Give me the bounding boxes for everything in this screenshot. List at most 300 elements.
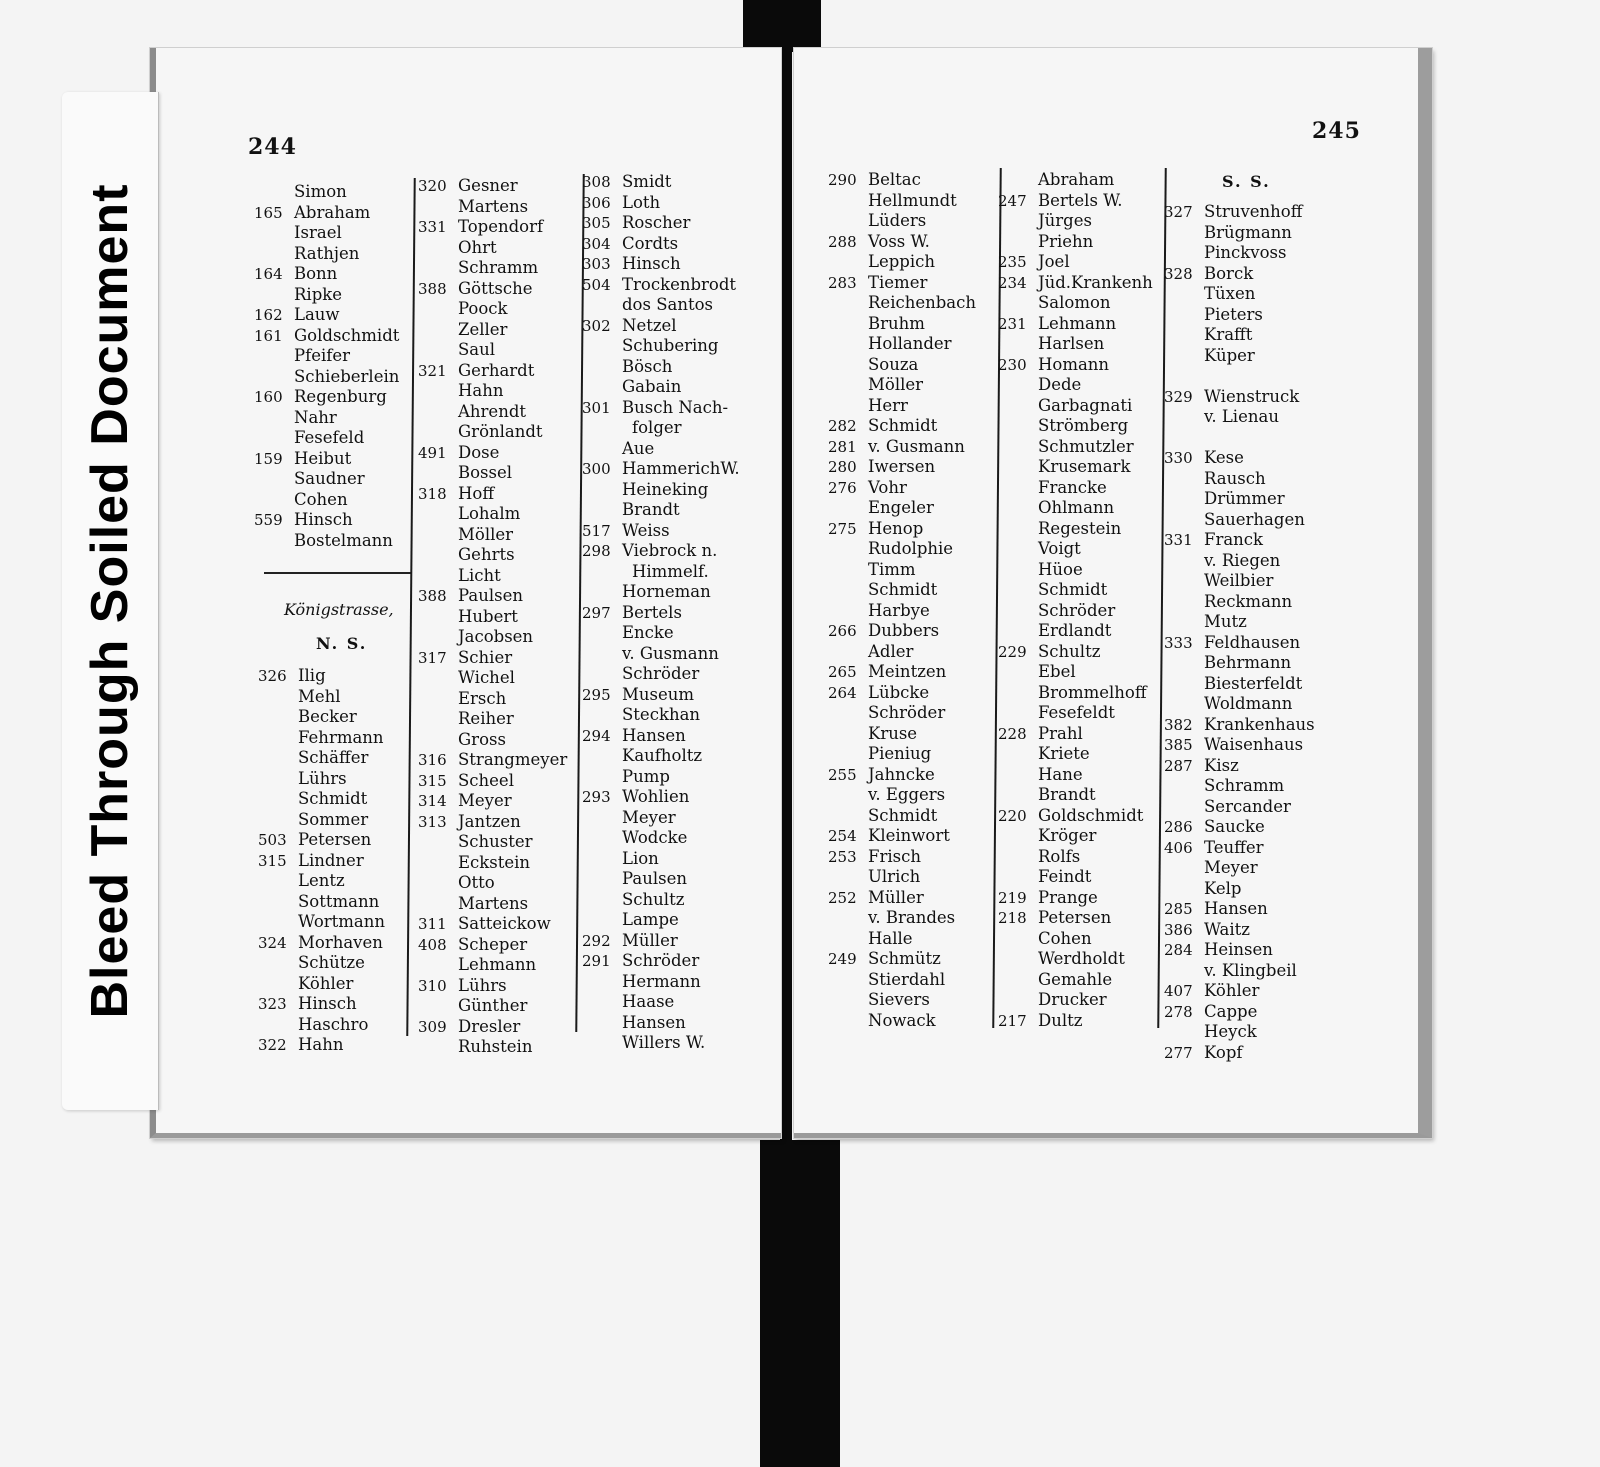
directory-entry	[418, 340, 578, 361]
house-number: 293	[582, 788, 611, 806]
resident-name: Schultz	[622, 889, 685, 909]
resident-name: Bösch	[622, 356, 673, 376]
directory-entry	[582, 644, 772, 665]
directory-entry	[828, 970, 998, 991]
directory-entry	[828, 191, 998, 212]
resident-name: Wichel	[458, 668, 515, 687]
resident-name: Satteickow	[458, 914, 551, 933]
resident-name: Stierdahl	[868, 969, 946, 989]
house-number: 218	[998, 909, 1027, 927]
house-number: 559	[254, 511, 283, 529]
resident-name: Lentz	[298, 871, 345, 890]
house-number: 491	[418, 443, 447, 462]
resident-name: Lehmann	[458, 955, 537, 974]
resident-name: Mehl	[298, 686, 341, 706]
directory-entry	[582, 541, 772, 562]
directory-entry	[418, 1037, 578, 1058]
resident-name: Henop	[868, 518, 924, 538]
resident-name: Goldschmidt	[1038, 805, 1144, 825]
resident-name: Reichenbach	[868, 293, 976, 312]
directory-entry	[998, 621, 1164, 642]
directory-entry	[828, 560, 998, 581]
column-4	[582, 172, 772, 1054]
house-number: 264	[828, 683, 857, 702]
resident-name: Haase	[622, 992, 675, 1011]
resident-name: Hinsch	[294, 510, 353, 529]
directory-entry	[998, 314, 1164, 335]
directory-entry	[1164, 366, 1334, 387]
directory-entry	[258, 1035, 408, 1056]
directory-entry	[1164, 448, 1334, 469]
resident-name: Netzel	[622, 315, 677, 335]
directory-entry	[828, 416, 998, 437]
resident-name: Schmidt	[868, 805, 938, 825]
resident-name: Herr	[868, 395, 908, 415]
directory-entry	[582, 685, 772, 706]
resident-name: Tüxen	[1204, 284, 1256, 303]
resident-name: Wodcke	[622, 828, 688, 847]
tab-label: Bleed Through Soiled Document	[81, 183, 139, 1019]
house-number: 382	[1164, 715, 1193, 734]
resident-name: Regenburg	[294, 387, 387, 406]
resident-name: Lüders	[868, 211, 927, 230]
resident-name: Heinsen	[1204, 940, 1273, 959]
directory-entry	[582, 931, 772, 952]
resident-name: Dultz	[1038, 1010, 1083, 1030]
directory-entry	[418, 238, 578, 259]
resident-name: Erdlandt	[1038, 621, 1112, 640]
directory-entry	[258, 769, 408, 790]
house-number: 294	[582, 726, 611, 745]
directory-entry	[582, 336, 772, 357]
column-3	[418, 176, 578, 1058]
directory-entry	[258, 851, 408, 872]
house-number: 255	[828, 765, 857, 784]
directory-entry	[998, 601, 1164, 622]
directory-entry	[828, 601, 998, 622]
house-number: 266	[828, 622, 857, 640]
directory-entry	[1164, 838, 1334, 859]
directory-entry	[828, 457, 998, 478]
directory-entry	[254, 305, 404, 326]
directory-entry	[828, 314, 998, 335]
resident-name: Günther	[458, 996, 528, 1015]
directory-entry	[258, 830, 408, 851]
resident-name: v. Gusmann	[868, 436, 965, 456]
directory-entry	[418, 791, 578, 812]
resident-name: Schultz	[1038, 641, 1101, 661]
directory-entry	[258, 748, 408, 769]
resident-name: Roscher	[622, 213, 691, 232]
directory-entry	[998, 888, 1164, 909]
directory-entry	[998, 437, 1164, 458]
resident-name: Ahrendt	[458, 401, 527, 421]
resident-name: Bonn	[294, 264, 338, 283]
resident-name: Strömberg	[1038, 416, 1129, 435]
label-tab	[62, 92, 159, 1110]
resident-name: Hansen	[1204, 899, 1268, 918]
directory-entry	[582, 213, 772, 234]
resident-name: Struvenhoff	[1204, 202, 1303, 221]
directory-entry	[582, 377, 772, 398]
resident-name: Cordts	[622, 233, 679, 253]
directory-entry	[582, 439, 772, 460]
house-number: 305	[582, 214, 611, 232]
resident-name: Lampe	[622, 910, 679, 929]
resident-name: Kisz	[1204, 755, 1239, 775]
resident-name: Werdholdt	[1038, 949, 1125, 968]
directory-entry	[998, 683, 1164, 704]
house-number: 314	[418, 792, 447, 810]
resident-name: Vohr	[868, 477, 907, 497]
directory-entry	[828, 847, 998, 868]
street-side-label: S. S.	[1222, 172, 1271, 191]
directory-entry	[418, 627, 578, 648]
directory-entry	[582, 418, 772, 439]
house-number: 309	[418, 1017, 447, 1036]
directory-entry	[582, 623, 772, 644]
page-number: 244	[248, 134, 297, 160]
resident-name: Zeller	[458, 319, 508, 339]
directory-entry	[828, 744, 998, 765]
house-number: 517	[582, 521, 611, 540]
house-number: 329	[1164, 387, 1193, 406]
house-number: 253	[828, 847, 857, 866]
resident-name: Beltac	[868, 170, 921, 189]
resident-name: Poock	[458, 299, 508, 318]
resident-name: Martens	[458, 196, 529, 216]
house-number: 161	[254, 326, 283, 345]
directory-entry	[258, 974, 408, 995]
directory-entry	[582, 951, 772, 972]
house-number: 297	[582, 603, 611, 622]
resident-name: Gerhardt	[458, 360, 535, 380]
directory-entry	[1164, 858, 1334, 879]
resident-name: Hoff	[458, 483, 495, 503]
directory-entry	[582, 459, 772, 480]
resident-name: Voigt	[1038, 539, 1081, 558]
house-number: 254	[828, 827, 857, 845]
spine-band-top	[743, 0, 821, 52]
house-number: 276	[828, 478, 857, 497]
resident-name: Goldschmidt	[294, 325, 400, 345]
house-number: 165	[254, 203, 283, 222]
resident-name: Dose	[458, 442, 500, 462]
resident-name: v. Riegen	[1204, 550, 1281, 570]
directory-entry	[258, 707, 408, 728]
directory-entry	[998, 355, 1164, 376]
directory-entry	[1164, 428, 1334, 449]
directory-entry	[1164, 551, 1334, 572]
directory-entry	[828, 1011, 998, 1032]
directory-entry	[998, 519, 1164, 540]
directory-entry	[1164, 961, 1334, 982]
house-number: 503	[258, 831, 287, 849]
resident-name: Reckmann	[1204, 591, 1293, 611]
directory-entry	[258, 912, 408, 933]
resident-name: Haschro	[298, 1014, 369, 1034]
resident-name: Köhler	[1204, 981, 1260, 1000]
directory-entry	[582, 234, 772, 255]
resident-name: Horneman	[622, 582, 711, 601]
resident-name: Busch Nach-	[622, 397, 729, 417]
resident-name: Scheel	[458, 770, 514, 790]
resident-name: Loth	[622, 192, 661, 212]
resident-name: Schramm	[1204, 776, 1285, 795]
directory-entry	[258, 728, 408, 749]
resident-name: folger	[632, 418, 682, 437]
directory-entry	[418, 935, 578, 956]
directory-entry	[254, 510, 404, 531]
resident-name: Dubbers	[868, 621, 940, 640]
resident-name: Cappe	[1204, 1001, 1258, 1021]
directory-entry	[418, 381, 578, 402]
resident-name: Ruhstein	[458, 1037, 533, 1056]
house-number: 288	[828, 232, 857, 251]
directory-entry	[418, 709, 578, 730]
directory-entry	[998, 867, 1164, 888]
resident-name: Aue	[622, 438, 655, 458]
directory-entry	[258, 810, 408, 831]
house-number: 407	[1164, 982, 1193, 1000]
directory-entry	[418, 422, 578, 443]
directory-entry	[998, 211, 1164, 232]
house-number: 318	[418, 484, 447, 503]
resident-name: Trockenbrodt	[622, 274, 737, 294]
directory-entry	[828, 498, 998, 519]
directory-entry	[1164, 920, 1334, 941]
resident-name: Lehmann	[1038, 313, 1117, 333]
resident-name: Saul	[458, 340, 496, 359]
resident-name: HammerichW.	[622, 459, 740, 478]
directory-entry	[998, 252, 1164, 273]
house-number: 302	[582, 316, 611, 335]
directory-entry	[998, 1011, 1164, 1032]
directory-entry	[1164, 694, 1334, 715]
directory-entry	[998, 457, 1164, 478]
resident-name: Ersch	[458, 688, 507, 708]
directory-entry	[254, 326, 404, 347]
resident-name: Lion	[622, 848, 659, 868]
directory-entry	[1164, 735, 1334, 756]
resident-name: Gesner	[458, 176, 518, 195]
resident-name: Willers W.	[622, 1033, 706, 1052]
resident-name: Müller	[622, 930, 678, 950]
directory-entry	[998, 375, 1164, 396]
resident-name: Priehn	[1038, 231, 1094, 251]
directory-entry	[254, 285, 404, 306]
resident-name: Kröger	[1038, 826, 1097, 845]
directory-entry	[1164, 1002, 1334, 1023]
directory-entry	[582, 254, 772, 275]
house-number: 388	[418, 279, 447, 298]
directory-entry	[258, 953, 408, 974]
resident-name: v. Gusmann	[622, 643, 719, 663]
resident-name: Cohen	[294, 489, 348, 509]
resident-name: Kleinwort	[868, 826, 950, 845]
house-number: 408	[418, 935, 447, 954]
resident-name: Möller	[458, 524, 514, 544]
house-number: 330	[1164, 449, 1193, 467]
resident-name: Joel	[1038, 252, 1070, 271]
resident-name: Ohlmann	[1038, 498, 1115, 517]
resident-name: Smidt	[622, 172, 672, 191]
directory-entry	[254, 203, 404, 224]
directory-entry	[1164, 776, 1334, 797]
directory-entry	[418, 853, 578, 874]
directory-entry	[998, 334, 1164, 355]
directory-entry	[998, 170, 1164, 191]
directory-entry	[418, 320, 578, 341]
resident-name: Meintzen	[868, 662, 947, 681]
resident-name: Israel	[294, 223, 342, 242]
spine-band-bottom	[760, 1140, 840, 1467]
directory-entry	[1164, 305, 1334, 326]
house-number: 333	[1164, 633, 1193, 652]
house-number: 286	[1164, 818, 1193, 836]
resident-name: Göttsche	[458, 278, 533, 298]
directory-entry	[258, 666, 408, 687]
resident-name: Hinsch	[622, 254, 681, 273]
resident-name: Schröder	[868, 703, 946, 722]
house-number: 295	[582, 685, 611, 704]
resident-name: Kese	[1204, 448, 1244, 467]
house-number: 277	[1164, 1043, 1193, 1062]
directory-entry	[1164, 571, 1334, 592]
directory-entry	[258, 687, 408, 708]
resident-name: Harbye	[868, 600, 930, 620]
directory-entry	[582, 398, 772, 419]
directory-entry	[582, 295, 772, 316]
resident-name: Lührs	[298, 768, 347, 788]
house-number: 301	[582, 398, 611, 417]
resident-name: Becker	[298, 707, 357, 726]
directory-entry	[998, 724, 1164, 745]
resident-name: Saucke	[1204, 817, 1265, 836]
directory-entry	[1164, 592, 1334, 613]
directory-entry	[254, 490, 404, 511]
resident-name: Rathjen	[294, 243, 360, 263]
resident-name: Steckhan	[622, 705, 701, 724]
directory-entry	[828, 519, 998, 540]
resident-name: Sercander	[1204, 796, 1291, 816]
directory-entry	[582, 357, 772, 378]
house-number: 308	[582, 173, 611, 191]
directory-entry	[998, 990, 1164, 1011]
resident-name: Küper	[1204, 345, 1255, 365]
directory-entry	[582, 767, 772, 788]
resident-name: Mutz	[1204, 612, 1247, 631]
resident-name: Engeler	[868, 498, 934, 517]
directory-entry	[254, 264, 404, 285]
house-number: 406	[1164, 838, 1193, 857]
house-number: 326	[258, 667, 287, 685]
resident-name: Harlsen	[1038, 334, 1105, 353]
directory-entry	[1164, 899, 1334, 920]
resident-name: v. Klingbeil	[1204, 960, 1297, 980]
resident-name: Schütze	[298, 953, 365, 972]
directory-entry	[258, 1015, 408, 1036]
directory-entry	[582, 972, 772, 993]
directory-entry	[828, 375, 998, 396]
directory-entry	[828, 929, 998, 950]
directory-entry	[998, 929, 1164, 950]
resident-name: Weiss	[622, 520, 670, 540]
directory-entry	[582, 562, 772, 583]
resident-name: Heineking	[622, 479, 709, 499]
directory-entry	[998, 642, 1164, 663]
house-number: 231	[998, 314, 1027, 333]
directory-entry	[1164, 469, 1334, 490]
directory-entry	[828, 724, 998, 745]
resident-name: Hahn	[458, 381, 504, 400]
resident-name: Schmutzler	[1038, 436, 1134, 456]
directory-entry	[582, 787, 772, 808]
resident-name: Tiemer	[868, 272, 928, 292]
directory-entry	[418, 812, 578, 833]
house-number: 162	[254, 306, 283, 324]
house-number: 386	[1164, 920, 1193, 939]
directory-entry	[1164, 346, 1334, 367]
directory-entry	[828, 990, 998, 1011]
directory-entry	[998, 806, 1164, 827]
directory-entry	[418, 463, 578, 484]
resident-name: Gehrts	[458, 545, 515, 564]
resident-name: Möller	[868, 375, 924, 394]
resident-name: Ilig	[298, 666, 326, 685]
resident-name: Lauw	[294, 305, 340, 324]
resident-name: Meyer	[622, 807, 676, 827]
resident-name: Sommer	[298, 809, 369, 829]
directory-entry	[418, 504, 578, 525]
directory-entry	[258, 871, 408, 892]
directory-entry	[998, 785, 1164, 806]
directory-entry	[418, 176, 578, 197]
directory-entry	[582, 582, 772, 603]
directory-entry	[998, 908, 1164, 929]
house-number: 304	[582, 234, 611, 253]
column-3	[1164, 202, 1334, 1063]
directory-entry	[418, 402, 578, 423]
resident-name: Schmidt	[868, 580, 938, 599]
resident-name: Gross	[458, 729, 506, 749]
resident-name: Francke	[1038, 477, 1107, 497]
resident-name: Hansen	[622, 1012, 686, 1032]
resident-name: Schier	[458, 647, 513, 667]
resident-name: Bossel	[458, 463, 513, 482]
house-number: 313	[418, 812, 447, 831]
page-number: 245	[1312, 118, 1361, 144]
resident-name: Hansen	[622, 725, 686, 745]
house-number: 235	[998, 253, 1027, 271]
directory-entry	[998, 396, 1164, 417]
resident-name: Teuffer	[1204, 837, 1264, 857]
directory-entry	[418, 750, 578, 771]
resident-name: Feldhausen	[1204, 632, 1301, 652]
directory-entry	[998, 765, 1164, 786]
directory-entry	[998, 478, 1164, 499]
house-number: 317	[418, 648, 447, 667]
resident-name: Kaufholtz	[622, 746, 703, 765]
house-number: 310	[418, 976, 447, 995]
column-1	[254, 182, 404, 551]
directory-entry	[582, 828, 772, 849]
resident-name: Ulrich	[868, 867, 921, 886]
directory-entry	[582, 480, 772, 501]
house-number: 388	[418, 587, 447, 605]
directory-entry	[254, 367, 404, 388]
resident-name: Bertels	[622, 602, 682, 622]
